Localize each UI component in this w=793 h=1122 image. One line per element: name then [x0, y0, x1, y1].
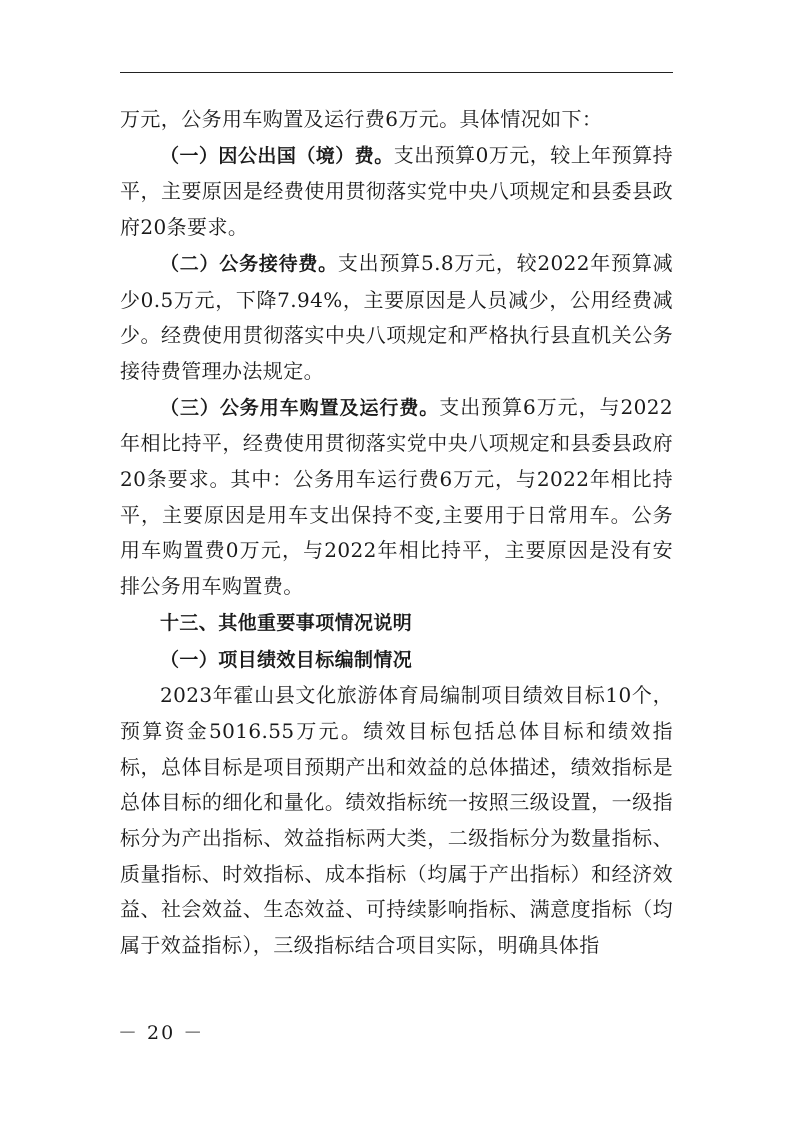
header-rule — [120, 72, 673, 73]
paragraph-text: 支出预算5.8万元，较2022年预算减少0.5万元，下降7.94%，主要原因是人员减少，公用经费减少。经费使用贯彻落实中央八项规定和严格执行县直机关公务接待费管理办法规定。 — [120, 250, 673, 383]
paragraph-reception-fee — [120, 246, 673, 390]
document-body — [120, 102, 673, 964]
paragraph-text: 2023年霍山县文化旅游体育局编制项目绩效目标10个，预算资金5016.55万元。绩效目标包括总体目标和绩效指标，总体目标是项目预期产出和效益的总体描述，绩效指标是总体目标的细化和量化。绩效指标统一按照三级设置，一级指标分为产出指标、效益指标两大类，二级指标分为数量指标、质量指标、时效指标、成本指标（均属于产出指标）和经济效益、社会效益、生态效益、可持续影响指标、满意度指标（均属于效益指标），三级指标结合项目实际，明确具体指 — [120, 683, 673, 958]
subsection-heading: （一）项目绩效目标编制情况 — [160, 648, 413, 671]
section-13-title — [120, 605, 673, 642]
section-heading-vehicle: （三）公务用车购置及运行费。 — [160, 396, 440, 419]
subsection-title — [120, 642, 673, 679]
paragraph-vehicle-fee — [120, 390, 673, 605]
paragraph-performance — [120, 678, 673, 964]
paragraph-intro — [120, 102, 673, 138]
paragraph-overseas-fee — [120, 138, 673, 246]
section-heading-reception: （二）公务接待费。 — [160, 252, 338, 275]
paragraph-text: 万元，公务用车购置及运行费6万元。具体情况如下： — [120, 107, 603, 131]
paragraph-text: 支出预算6万元，与2022年相比持平，经费使用贯彻落实党中央八项规定和县委县政府20条要求。其中：公务用车运行费6万元，与2022年相比持平，主要原因是用车支出保持不变,主要用于日常用车。公务用车购置费0万元，与2022年相比持平，主要原因是没有安排公务用车购置费。 — [120, 394, 673, 599]
chapter-heading: 十三、其他重要事项情况说明 — [160, 611, 413, 634]
paragraph-text: 支出预算0万元，较上年预算持平，主要原因是经费使用贯彻落实党中央八项规定和县委县政府20条要求。 — [120, 142, 673, 240]
page-number: － 20 － — [118, 1022, 205, 1044]
section-heading-overseas: （一）因公出国（境）费。 — [160, 144, 394, 167]
